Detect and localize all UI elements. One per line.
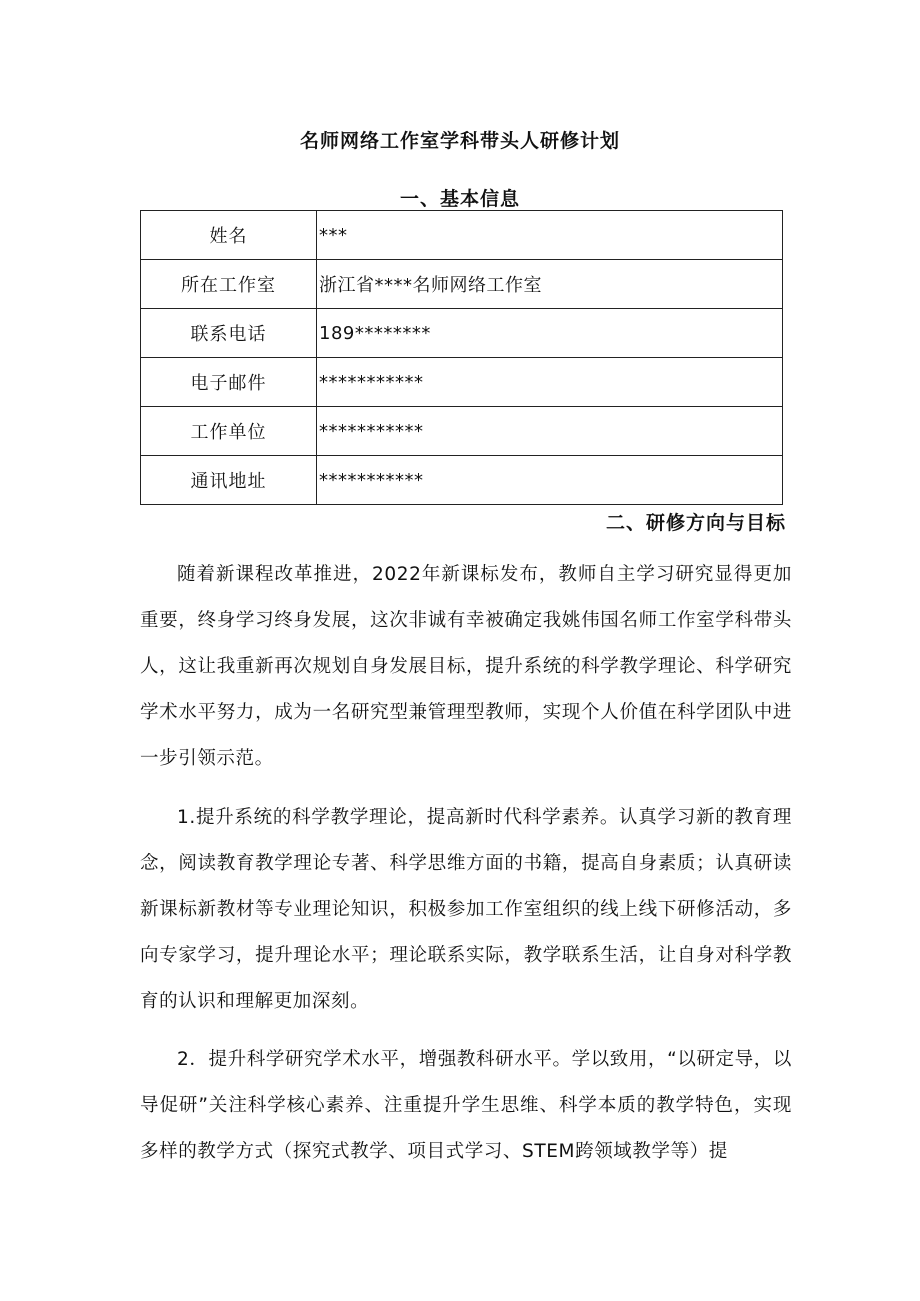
row-value: *********** — [317, 358, 783, 407]
table-row — [141, 211, 783, 260]
table-row — [141, 260, 783, 309]
document-title: 名师网络工作室学科带头人研修计划 — [299, 130, 620, 152]
row-label: 姓名 — [141, 211, 317, 260]
body-paragraph-intro: 随着新课程改革推进，2022年新课标发布，教师自主学习研究显得更加重要，终身学习终身发展，这次非诚有幸被确定我姚伟国名师工作室学科带头人，这让我重新再次规划自身发展目标，提升系统的科学教学理论、科学研究学术水平努力，成为一名研究型兼管理型教师，实现个人价值在科学团队中进一步引领示范。 — [140, 564, 792, 769]
row-label: 所在工作室 — [141, 260, 317, 309]
table-row — [141, 456, 783, 505]
table-row — [141, 358, 783, 407]
basic-info-table — [140, 210, 783, 505]
row-value: 浙江省****名师网络工作室 — [317, 260, 783, 309]
row-value: *** — [317, 211, 783, 260]
body-paragraph-goal-2: 2．提升科学研究学术水平，增强教科研水平。学以致用，“以研定导，以导促研”关注科学核心素养、注重提升学生思维、科学本质的教学特色，实现多样的教学方式（探究式教学、项目式学习、STEM跨领域教学等）提 — [140, 1049, 792, 1162]
row-label: 工作单位 — [141, 407, 317, 456]
row-label: 通讯地址 — [141, 456, 317, 505]
table-row — [141, 407, 783, 456]
table-row — [141, 309, 783, 358]
row-value: 189******** — [317, 309, 783, 358]
section-heading-basic-info: 一、基本信息 — [399, 188, 520, 210]
row-value: *********** — [317, 456, 783, 505]
body-paragraph-goal-1: 1.提升系统的科学教学理论，提高新时代科学素养。认真学习新的教育理念，阅读教育教学理论专著、科学思维方面的书籍，提高自身素质；认真研读新课标新教材等专业理论知识，积极参加工作室组织的线上线下研修活动，多向专家学习，提升理论水平；理论联系实际，教学联系生活，让自身对科学教育的认识和理解更加深刻。 — [140, 807, 792, 1012]
row-value: *********** — [317, 407, 783, 456]
section-heading-research-goals: 二、研修方向与目标 — [605, 512, 786, 534]
row-label: 电子邮件 — [141, 358, 317, 407]
row-label: 联系电话 — [141, 309, 317, 358]
